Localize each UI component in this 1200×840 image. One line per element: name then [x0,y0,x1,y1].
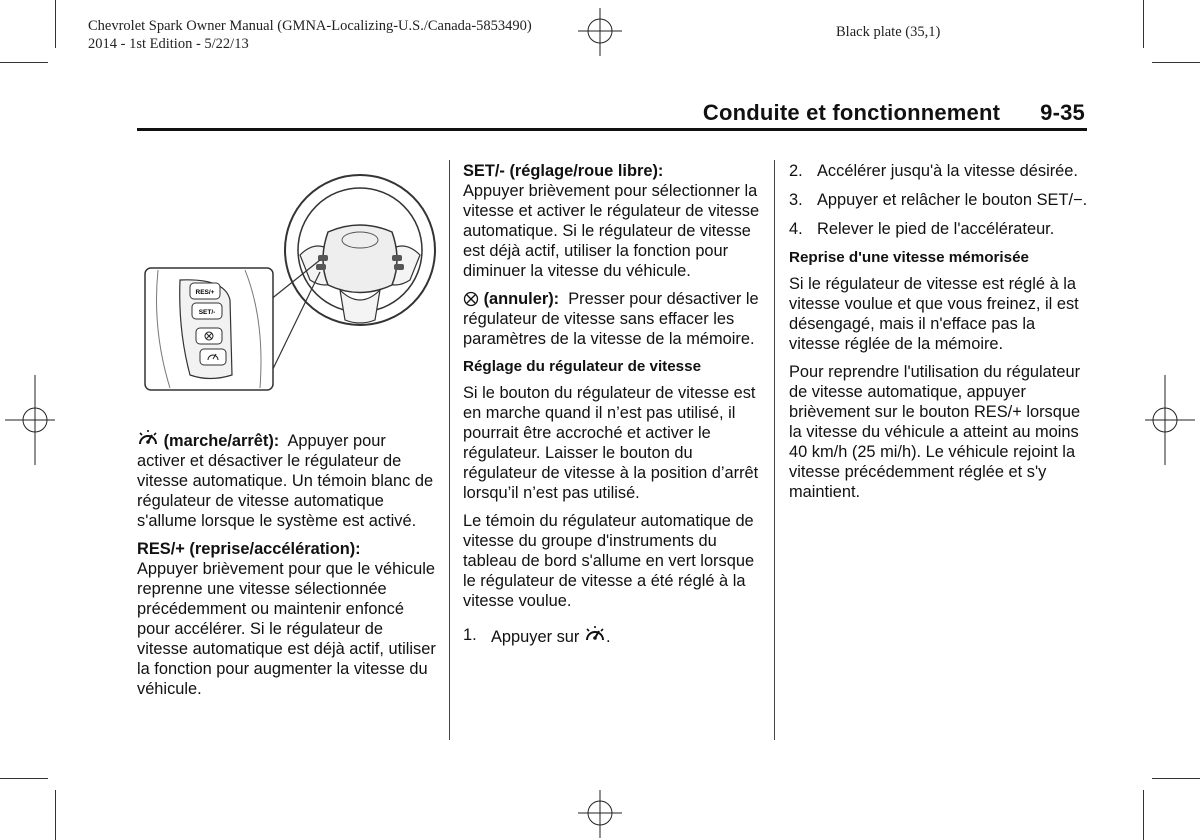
resume-paragraph-2: Pour reprendre l'utilisation du régulateur de vitesse automatique, appuyer brièvement sur le bouton RES/+ lorsque la vitesse du véhicule a atteint au moins 40 km/h (25 mi/h). Le véhicule rejoint la vitesse précédemment réglée et s'y maintient. [789,363,1081,501]
registration-mark-top [570,8,630,58]
step-number: 4. [789,220,803,238]
step-text: Accélérer jusqu'à la vitesse désirée. [817,162,1078,180]
column-3 [789,161,1089,510]
cancel-paragraph [463,289,763,349]
set-text: Appuyer brièvement pour sélectionner la vitesse et activer le régulateur de vitesse automatique. Si le régulateur de vitesse est déjà actif, utiliser la fonction pour diminuer la vitesse du véhicule. [463,182,760,280]
step-1 [463,625,763,647]
step-text: Relever le pied de l'accélérateur. [817,220,1055,238]
onoff-text: Appuyer pour activer et désactiver le régulateur de vitesse automatique. Un témoin blanc de régulateur de vitesse automatique s'allume lorsque le système est activé. [137,432,434,530]
section-heading-resume: Reprise d'une vitesse mémorisée [789,249,1029,266]
cancel-text: Presser pour désactiver le régulateur de vitesse sans effacer les paramètres de la vitesse de la mémoire. [463,290,759,348]
inset-button-panel [145,268,273,390]
section-heading-setting: Réglage du régulateur de vitesse [463,358,702,375]
column-divider-2 [774,160,775,740]
cancel-term: (annuler): [483,290,560,308]
step-end: . [605,628,611,646]
step-text: Appuyer sur [491,628,580,646]
res-term: RES/+ (reprise/accélération): [137,540,361,558]
doc-header-edition: 2014 - 1st Edition - 5/22/13 [88,36,249,52]
onoff-paragraph [137,429,437,531]
column-divider-1 [449,160,450,740]
step-number: 3. [789,191,803,209]
set-term: SET/- (réglage/roue libre): [463,162,664,180]
cruise-control-icon [137,429,159,449]
step-3 [789,190,1089,210]
column-2 [463,161,763,656]
registration-mark-left [5,375,55,465]
res-text: Appuyer brièvement pour que le véhicule reprenne une vitesse sélectionnée précédemment ou maintenir enfoncé pour accélérer. Si le régulateur de vitesse automatique est déjà actif, utiliser la fonction pour augmenter la vitesse du véhicule. [137,560,436,698]
registration-mark-bottom [570,790,630,840]
step-text: Appuyer et relâcher le bouton SET/−. [817,191,1088,209]
res-paragraph [137,539,437,699]
set-paragraph [463,161,763,281]
doc-header-title: Chevrolet Spark Owner Manual (GMNA-Localizing-U.S./Canada-5853490) [88,18,532,34]
step-number: 2. [789,162,803,180]
inset-set-label: SET/- [198,309,216,316]
onoff-term: (marche/arrêt): [163,432,280,450]
step-number: 1. [463,626,477,644]
registration-mark-right [1145,375,1195,465]
steering-wheel [285,175,435,325]
setting-paragraph-1: Si le bouton du régulateur de vitesse est en marche quand il n’est pas utilisé, il pourrait être accroché et activer le régulateur. Laisser le bouton du régulateur de vitesse à la position d’arrêt lorsqu’il n’est pas utilisé. [463,384,759,502]
plate-label: Black plate (35,1) [836,24,941,40]
setting-paragraph-2: Le témoin du régulateur automatique de vitesse du groupe d'instruments du tableau de bord s'allume en vert lorsque le régulateur de vitesse a été réglé à la vitesse voulue. [463,512,755,610]
cruise-control-icon [584,625,606,645]
column-1 [137,429,437,707]
steering-wheel-figure [140,160,440,400]
cancel-icon [463,291,479,307]
page-number: 9-35 [1040,100,1085,125]
inset-res-label: RES/+ [195,289,215,296]
resume-paragraph-1: Si le régulateur de vitesse est réglé à la vitesse voulue et que vous freinez, il est désengagé, mais il n'efface pas la vitesse réglée de la mémoire. [789,275,1079,353]
section-title-text: Conduite et fonctionnement [702,100,1001,125]
step-2 [789,161,1089,181]
section-rule [137,128,1087,131]
section-title [703,100,1085,126]
step-4 [789,219,1089,239]
